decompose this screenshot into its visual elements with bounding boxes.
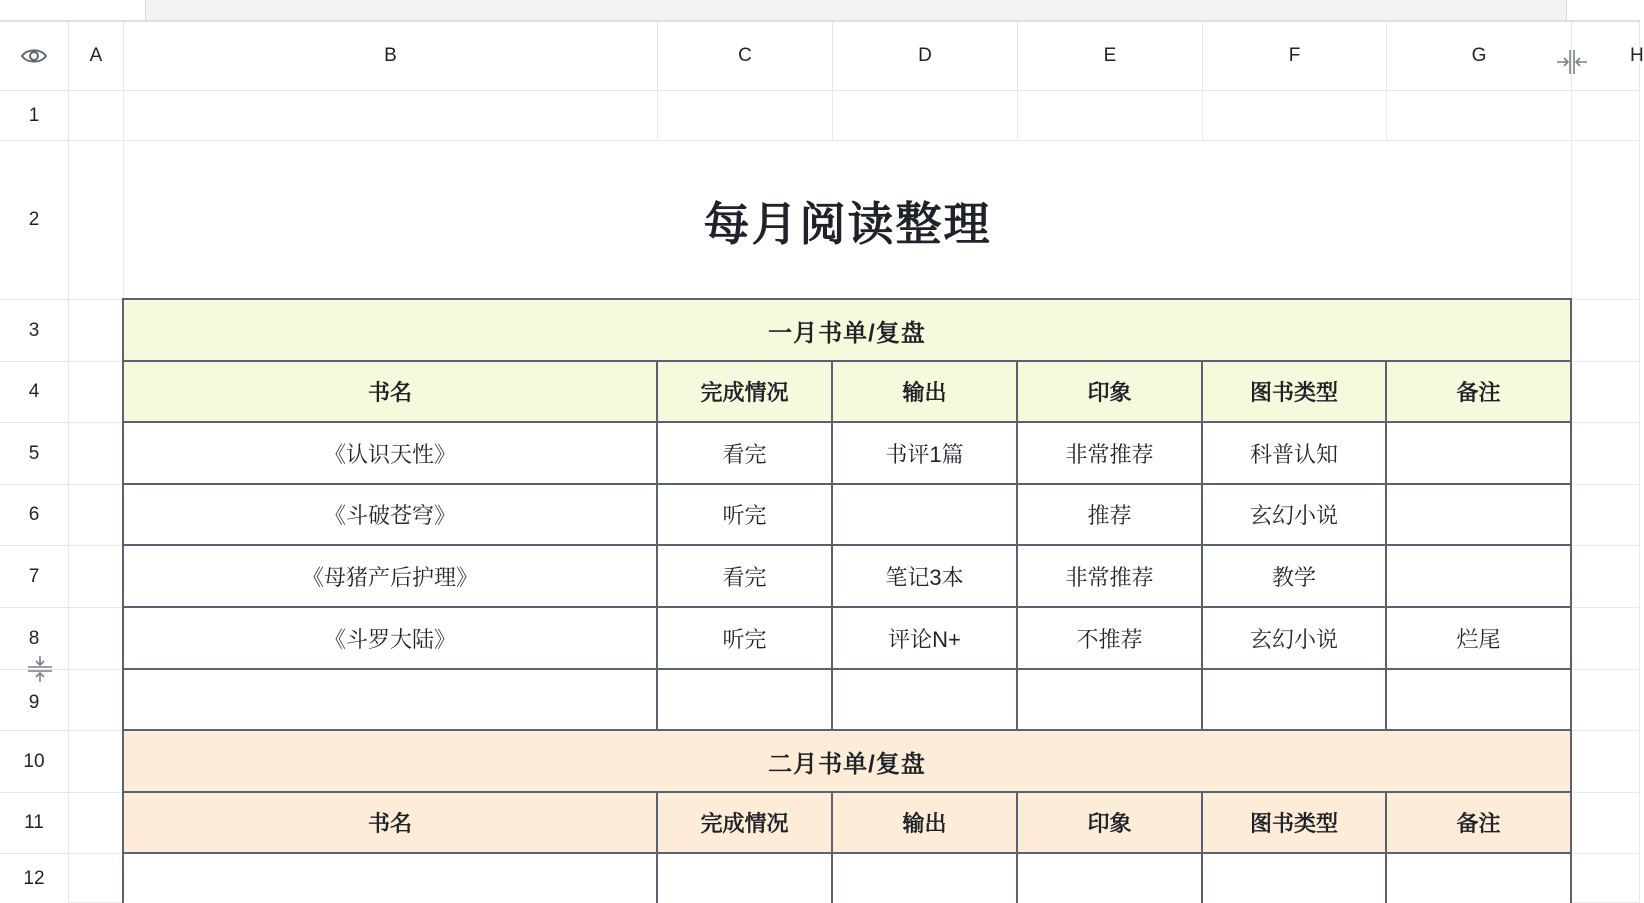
eye-icon[interactable] bbox=[20, 47, 48, 65]
row-header-7[interactable]: 7 bbox=[0, 546, 69, 608]
jan-row4-impression[interactable]: 不推荐 bbox=[1018, 608, 1203, 670]
collapse-rows-icon[interactable] bbox=[25, 654, 55, 684]
row-header-5[interactable]: 5 bbox=[0, 423, 69, 485]
cell-a10[interactable] bbox=[69, 731, 124, 793]
cell-a9[interactable] bbox=[69, 670, 124, 731]
jan-row5-title[interactable] bbox=[124, 670, 658, 731]
cell-a8[interactable] bbox=[69, 608, 124, 670]
jan-header-notes[interactable]: 备注 bbox=[1387, 362, 1572, 423]
jan-row1-genre[interactable]: 科普认知 bbox=[1203, 423, 1387, 485]
cell-e1[interactable] bbox=[1018, 91, 1203, 141]
row-header-6[interactable]: 6 bbox=[0, 485, 69, 546]
jan-row5-notes[interactable] bbox=[1387, 670, 1572, 731]
cell-h5[interactable] bbox=[1572, 423, 1640, 485]
feb-row1-impression[interactable] bbox=[1018, 854, 1203, 903]
feb-row1-notes[interactable] bbox=[1387, 854, 1572, 903]
cell-h12[interactable] bbox=[1572, 854, 1640, 903]
feb-header-impression[interactable]: 印象 bbox=[1018, 793, 1203, 854]
jan-header-output[interactable]: 输出 bbox=[833, 362, 1018, 423]
cell-h4[interactable] bbox=[1572, 362, 1640, 423]
row-header-4[interactable]: 4 bbox=[0, 362, 69, 423]
jan-row4-title[interactable]: 《斗罗大陆》 bbox=[124, 608, 658, 670]
jan-row1-status[interactable]: 看完 bbox=[658, 423, 833, 485]
select-all-corner[interactable] bbox=[0, 22, 69, 91]
row-header-10[interactable]: 10 bbox=[0, 731, 69, 793]
cell-c1[interactable] bbox=[658, 91, 833, 141]
feb-row1-genre[interactable] bbox=[1203, 854, 1387, 903]
jan-row5-status[interactable] bbox=[658, 670, 833, 731]
feb-row1-output[interactable] bbox=[833, 854, 1018, 903]
jan-header-title[interactable]: 书名 bbox=[124, 362, 658, 423]
cell-a1[interactable] bbox=[69, 91, 124, 141]
row-header-3[interactable]: 3 bbox=[0, 300, 69, 362]
jan-header-status[interactable]: 完成情况 bbox=[658, 362, 833, 423]
jan-row2-status[interactable]: 听完 bbox=[658, 485, 833, 546]
feb-header-status[interactable]: 完成情况 bbox=[658, 793, 833, 854]
cell-a5[interactable] bbox=[69, 423, 124, 485]
row-header-9[interactable]: 9 bbox=[0, 670, 69, 731]
column-header-b[interactable]: B bbox=[124, 22, 658, 91]
cell-a3[interactable] bbox=[69, 300, 124, 362]
jan-row2-impression[interactable]: 推荐 bbox=[1018, 485, 1203, 546]
cell-d1[interactable] bbox=[833, 91, 1018, 141]
collapse-columns-icon[interactable] bbox=[1554, 47, 1588, 77]
jan-row1-impression[interactable]: 非常推荐 bbox=[1018, 423, 1203, 485]
cell-h6[interactable] bbox=[1572, 485, 1640, 546]
feb-header-title[interactable]: 书名 bbox=[124, 793, 658, 854]
jan-row5-genre[interactable] bbox=[1203, 670, 1387, 731]
jan-row2-genre[interactable]: 玄幻小说 bbox=[1203, 485, 1387, 546]
cell-h7[interactable] bbox=[1572, 546, 1640, 608]
feb-row1-title[interactable] bbox=[124, 854, 658, 903]
jan-header-genre[interactable]: 图书类型 bbox=[1203, 362, 1387, 423]
jan-row3-output[interactable]: 笔记3本 bbox=[833, 546, 1018, 608]
row-header-11[interactable]: 11 bbox=[0, 793, 69, 854]
column-header-c[interactable]: C bbox=[658, 22, 833, 91]
sheet-title[interactable]: 每月阅读整理 bbox=[124, 141, 1572, 300]
jan-row3-impression[interactable]: 非常推荐 bbox=[1018, 546, 1203, 608]
formula-bar bbox=[0, 0, 1640, 22]
jan-row4-notes[interactable]: 烂尾 bbox=[1387, 608, 1572, 670]
jan-row1-notes[interactable] bbox=[1387, 423, 1572, 485]
cell-a11[interactable] bbox=[69, 793, 124, 854]
jan-row3-genre[interactable]: 教学 bbox=[1203, 546, 1387, 608]
jan-row2-output[interactable] bbox=[833, 485, 1018, 546]
cell-g1[interactable] bbox=[1387, 91, 1572, 141]
feb-header-notes[interactable]: 备注 bbox=[1387, 793, 1572, 854]
cell-a7[interactable] bbox=[69, 546, 124, 608]
cell-h9[interactable] bbox=[1572, 670, 1640, 731]
cell-h8[interactable] bbox=[1572, 608, 1640, 670]
cell-a6[interactable] bbox=[69, 485, 124, 546]
cell-name-box[interactable] bbox=[0, 0, 146, 20]
row-header-1[interactable]: 1 bbox=[0, 91, 69, 141]
column-header-g[interactable]: G bbox=[1387, 22, 1572, 91]
column-header-d[interactable]: D bbox=[833, 22, 1018, 91]
row-header-8[interactable]: 8 bbox=[0, 608, 69, 670]
cell-f1[interactable] bbox=[1203, 91, 1387, 141]
january-section-header[interactable]: 一月书单/复盘 bbox=[124, 300, 1572, 362]
cell-h2[interactable] bbox=[1572, 141, 1640, 300]
jan-row3-status[interactable]: 看完 bbox=[658, 546, 833, 608]
feb-header-output[interactable]: 输出 bbox=[833, 793, 1018, 854]
cell-a2[interactable] bbox=[69, 141, 124, 300]
jan-row5-impression[interactable] bbox=[1018, 670, 1203, 731]
cell-h11[interactable] bbox=[1572, 793, 1640, 854]
feb-row1-status[interactable] bbox=[658, 854, 833, 903]
jan-header-impression[interactable]: 印象 bbox=[1018, 362, 1203, 423]
jan-row3-notes[interactable] bbox=[1387, 546, 1572, 608]
february-section-header[interactable]: 二月书单/复盘 bbox=[124, 731, 1572, 793]
jan-row4-status[interactable]: 听完 bbox=[658, 608, 833, 670]
cell-b1[interactable] bbox=[124, 91, 658, 141]
cell-a4[interactable] bbox=[69, 362, 124, 423]
jan-row3-title[interactable]: 《母猪产后护理》 bbox=[124, 546, 658, 608]
column-header-e[interactable]: E bbox=[1018, 22, 1203, 91]
cell-h1[interactable] bbox=[1572, 91, 1640, 141]
jan-row2-notes[interactable] bbox=[1387, 485, 1572, 546]
cell-h10[interactable] bbox=[1572, 731, 1640, 793]
column-header-h[interactable]: H bbox=[1572, 22, 1640, 91]
jan-row1-title[interactable]: 《认识天性》 bbox=[124, 423, 658, 485]
cell-h3[interactable] bbox=[1572, 300, 1640, 362]
jan-row2-title[interactable]: 《斗破苍穹》 bbox=[124, 485, 658, 546]
column-header-a[interactable]: A bbox=[69, 22, 124, 91]
jan-row1-output[interactable]: 书评1篇 bbox=[833, 423, 1018, 485]
row-header-12[interactable]: 12 bbox=[0, 854, 69, 903]
jan-row5-output[interactable] bbox=[833, 670, 1018, 731]
column-header-f[interactable]: F bbox=[1203, 22, 1387, 91]
feb-header-genre[interactable]: 图书类型 bbox=[1203, 793, 1387, 854]
cell-a12[interactable] bbox=[69, 854, 124, 903]
row-header-2[interactable]: 2 bbox=[0, 141, 69, 300]
toolbar-box[interactable] bbox=[1566, 0, 1640, 20]
jan-row4-output[interactable]: 评论N+ bbox=[833, 608, 1018, 670]
jan-row4-genre[interactable]: 玄幻小说 bbox=[1203, 608, 1387, 670]
